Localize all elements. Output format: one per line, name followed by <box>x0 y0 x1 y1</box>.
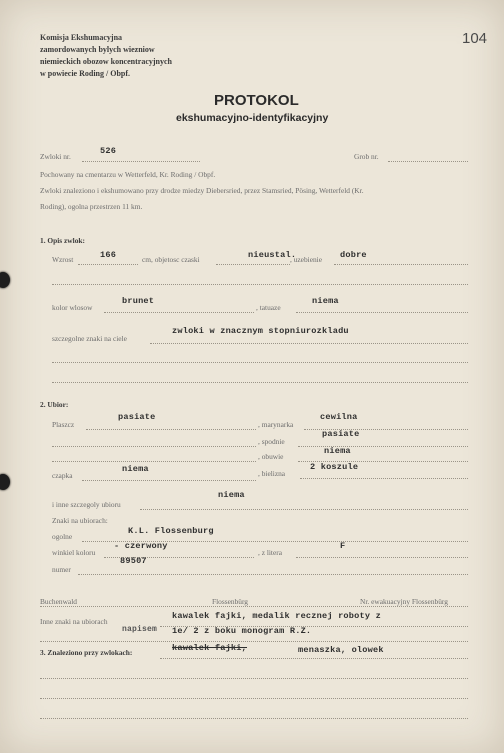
inne-znaki-line-2: 1e/ 2 z boku monogram R.Z. <box>172 626 312 636</box>
camp-line <box>40 606 468 607</box>
inne-znaki-line-1: kawalek fajki, medalik recznej roboty z <box>172 611 381 621</box>
uzebienie-value: dobre <box>340 250 367 260</box>
plaszcz-value: pasiate <box>118 412 156 422</box>
tatuaze-value: niema <box>312 296 339 306</box>
header-line-2: zamordowanych bylych wiezniow <box>40 45 155 54</box>
czapka-line <box>82 480 256 481</box>
znaki-ciele-label: szczegolne znaki na ciele <box>52 334 127 343</box>
bielizna-line <box>300 478 468 479</box>
marynarka-label: , marynarka <box>258 420 294 429</box>
plaszcz-line <box>86 429 256 430</box>
znaki-ciele-line <box>150 343 468 344</box>
plaszcz-line-2 <box>52 446 256 447</box>
uzebienie-label: , uzebienie <box>290 255 323 264</box>
blank-line-5 <box>40 698 468 699</box>
grob-line <box>388 161 468 162</box>
header-line-1: Komisja Ekshumacyjna <box>40 33 123 42</box>
struck-value: kawalek fajki, <box>172 643 247 653</box>
znaleziono-line <box>160 658 468 659</box>
inne-znaki-line-b <box>40 641 468 642</box>
ogolne-value: K.L. Flossenburg <box>128 526 214 536</box>
numer-line <box>78 574 468 575</box>
obuwie-value: niema <box>324 446 351 456</box>
buchenwald-label: Buchenwald <box>40 597 77 606</box>
bielizna-label: , bielizna <box>258 469 286 478</box>
inne-szczegoly-value: niema <box>218 490 245 500</box>
czapka-line-top <box>52 461 256 462</box>
winkiel-label: winkiel koloru <box>52 548 96 557</box>
intro-line-3: Roding), ogolna przestrzen 11 km. <box>40 202 143 211</box>
ogolne-label: ogolne <box>52 532 73 541</box>
inne-szczegoly-label: i inne szczegoly ubioru <box>52 500 121 509</box>
intro-line-2: Zwloki znaleziono i ekshumowano przy drodze miedzy Diebersried, przez Stamsried, Pösing, Wetterfeld (Kr. <box>40 186 364 195</box>
znaleziono-value: menaszka, olowek <box>298 645 384 655</box>
czapka-value: niema <box>122 464 149 474</box>
section-3-heading: 3. Znaleziono przy zwlokach: <box>40 648 133 657</box>
litera-value: F <box>340 541 346 551</box>
blank-line-1 <box>52 284 468 285</box>
czapka-label: czapka <box>52 471 73 480</box>
intro-line-1: Pochowany na cmentarzu w Wetterfeld, Kr. Roding / Obpf. <box>40 170 216 179</box>
wzrost-label: Wzrost <box>52 255 74 264</box>
numer-value: 89507 <box>120 556 147 566</box>
kolor-label: kolor wlosow <box>52 303 93 312</box>
page-subtitle: ekshumacyjno-identyfikacyjny <box>176 112 329 124</box>
section-1-heading: 1. Opis zwlok: <box>40 236 85 245</box>
wzrost-line <box>78 264 138 265</box>
inne-znaki-label: Inne znaki na ubiorach <box>40 617 108 626</box>
blank-line-2 <box>52 362 468 363</box>
section-2-heading: 2. Ubior: <box>40 400 69 409</box>
zwloki-line <box>82 161 200 162</box>
header-line-4: w powiecie Roding / Obpf. <box>40 69 131 78</box>
nr-ewakuacyjny-label: Nr. ewakuacyjny Flossenbürg <box>360 597 448 606</box>
tatuaze-label: , tatuaze <box>256 303 281 312</box>
zwloki-label: Zwloki nr. <box>40 152 71 161</box>
inne-znaki-overtype: napisem <box>122 625 158 634</box>
znaki-ubiorach-label: Znaki na ubiorach: <box>52 516 108 525</box>
grob-label: Grob nr. <box>354 152 379 161</box>
page-title: PROTOKOL <box>214 92 299 109</box>
punch-hole-bottom <box>0 474 10 490</box>
litera-line <box>296 557 468 558</box>
marynarka-value: cewilna <box>320 412 358 422</box>
znaki-ciele-value: zwloki w znacznym stopniurozkladu <box>172 326 349 336</box>
blank-line-6 <box>40 718 468 719</box>
blank-line-4 <box>40 678 468 679</box>
wzrost-value: 166 <box>100 250 117 260</box>
zwloki-value: 526 <box>100 146 117 156</box>
plaszcz-label: Plaszcz <box>52 420 75 429</box>
kolor-value: brunet <box>122 296 155 306</box>
winkiel-value: - czerwony <box>114 541 168 551</box>
uzebienie-line <box>334 264 468 265</box>
punch-hole-top <box>0 272 10 288</box>
page-number: 104 <box>462 30 488 47</box>
inne-szczegoly-line <box>140 509 468 510</box>
tatuaze-line <box>296 312 468 313</box>
czaszka-value: nieustal. <box>248 250 297 260</box>
litera-label: , z litera <box>258 548 283 557</box>
blank-line-3 <box>52 382 468 383</box>
numer-label: numer <box>52 565 71 574</box>
spodnie-value: pasiate <box>322 429 360 439</box>
header-line-3: niemieckich obozow koncentracyjnych <box>40 57 172 66</box>
czaszka-line <box>216 264 290 265</box>
flossenburg-label: Flossenbürg <box>212 597 249 606</box>
bielizna-value: 2 koszule <box>310 462 359 472</box>
spodnie-label: , spodnie <box>258 437 285 446</box>
kolor-line <box>104 312 254 313</box>
obuwie-label: , obuwie <box>258 452 284 461</box>
cm-label: cm, objetosc czaski <box>142 255 200 264</box>
